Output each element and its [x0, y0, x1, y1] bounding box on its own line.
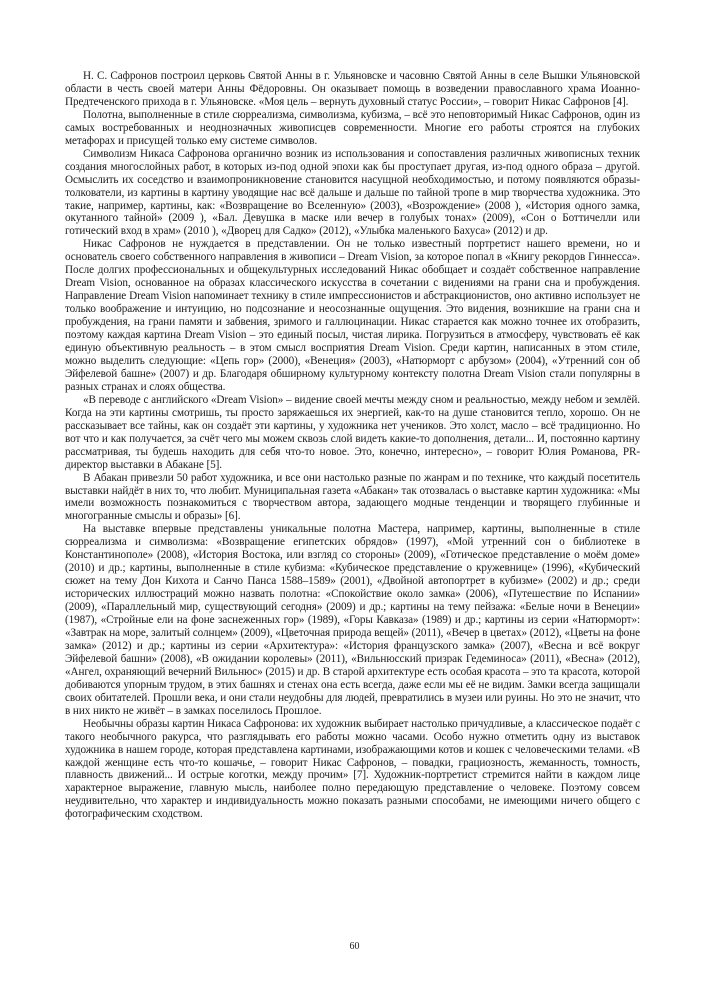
paragraph: Необычны образы картин Никаса Сафронова: их художник выбирает настолько причудливые, а классическое подаёт с такого необычного ракурса, что разглядывать его работы можно часами. Особо нужно отметить одну из выставок художника в нашем городе, которая представлена картинами, изображающими котов и кошек с человеческими телами. «В каждой женщине есть что-то кошачье, – говорит Никас Сафронов, – повадки, грациозность, жеманность, томность, плавность движений... И острые коготки, между прочим» [7]. Художник-портретист стремится найти в каждом лице характерное выражение, главную мысль, наиболее полно передающую представление о человеке. Поэтому совсем неудивительно, что характер и индивидуальность можно показать разными способами, не имеющими ничего общего с фотографическим сходством. [65, 717, 640, 821]
paragraph: Никас Сафронов не нуждается в представлении. Он не только известный портретист нашего времени, но и основатель своего собственного направления в живописи – Dream Vision, за которое попал в «Книгу рекордов Гиннесса». После долгих профессиональных и общекультурных исследований Никас обобщает и создаёт собственное направление Dream Vision, основанное на образах классического искусства в сочетании с видениями на грани сна и пробуждения. Направление Dream Vision напоминает технику в стиле импрессионистов и абстракционистов, оно активно использует не только воображение и интуицию, но подсознание и неосознанные ощущения. Это видения, возникшие на грани сна и пробуждения, на грани памяти и забвения, зримого и галлюцинации. Никас старается как можно точнее их отобразить, поэтому каждая картина Dream Vision – это единый посыл, чистая лирика. Погрузиться в атмосферу, чувствовать её как единую объективную реальность – в этом смысл восприятия Dream Vision. Среди картин, написанных в этом стиле, можно выделить следующие: «Цепь гор» (2000), «Венеция» (2003), «Натюрморт с арбузом» (2004), «Утренний сон об Эйфелевой башне» (2007) и др. Благодаря обширному культурному контексту полотна Dream Vision стали популярны в разных странах и слоях общества. [65, 238, 640, 393]
paragraph: Полотна, выполненные в стиле сюрреализма, символизма, кубизма, – всё это неповторимый Никас Сафронов, один из самых востребованных и неоднозначных живописцев современности. Многие его работы строятся на глубоких метафорах и присущей только ему системе символов. [65, 108, 640, 147]
paragraph: В Абакан привезли 50 работ художника, и все они настолько разные по жанрам и по технике, что каждый посетитель выставки найдёт в них то, что любит. Муниципальная газета «Абакан» так отозвалась о выставке картин художника: «Мы имели возможность познакомиться с творчеством автора, задающего модные тенденции и творящего глубинные и многогранные смыслы и образы» [6]. [65, 471, 640, 523]
paragraph: На выставке впервые представлены уникальные полотна Мастера, например, картины, выполненные в стиле сюрреализма и символизма: «Возвращение египетских обрядов» (1997), «Мой утренний сон о библиотеке в Константинополе» (2008), «История Востока, или взгляд со стороны» (2009), «Готическое представление о моём доме» (2010) и др.; картины, выполненные в стиле кубизма: «Кубическое представление о кружевнице» (1996), «Кубический сюжет на тему Дон Кихота и Санчо Панса 1588–1589» (2001), «Двойной автопортрет в кубизме» (2002) и др.; среди исторических иллюстраций можно назвать полотна: «Спокойствие около замка» (2006), «Путешествие по Испании» (2009), «Параллельный мир, существующий сегодня» (2009) и др.; картины на тему пейзажа: «Белые ночи в Венеции» (1987), «Стройные ели на фоне заснеженных гор» (1989), «Горы Кавказа» (1989) и др.; картины из серии «Натюрморт»: «Завтрак на море, залитый солнцем» (2009), «Цветочная природа вещей» (2011), «Вечер в цветах» (2012), «Цветы на фоне замка» (2012) и др.; картины из серии «Архитектура»: «История французского замка» (2007), «Весна и всё вокруг Эйфелевой башни» (2008), «В ожидании королевы» (2011), «Вильнюсский призрак Гедеминоса» (2011), «Весна» (2012), «Ангел, охраняющий вечерний Вильнюс» (2015) и др. В старой архитектуре есть особая красота – это та красота, которой добиваются упорным трудом, в этих башнях и стенах она есть всегда, даже если мы её не видим. Замки всегда защищали своих обитателей. Прошли века, и они стали неудобны для людей, превратились в музеи или руины. Но это не значит, что в них никто не живёт – в замках поселилось Прошлое. [65, 523, 640, 717]
paragraph: «В переводе с английского «Dream Vision» – видение своей мечты между сном и реальностью, между небом и землёй. Когда на эти картины смотришь, ты просто заряжаешься их энергией, как-то на душе становится тепло, хорошо. Он не рассказывает все тайны, как он создаёт эти картины, у художника нет учеников. Это холст, масло – всё традиционно. Но вот что и как получается, за счёт чего мы можем сквозь слой видеть какие-то дополнения, детали... И, постоянно картину рассматривая, ты будешь находить для себя что-то новое. Это, конечно, интересно», – говорит Юлия Романова, PR-директор выставки в Абакане [5]. [65, 393, 640, 471]
paragraph: Н. С. Сафронов построил церковь Святой Анны в г. Ульяновске и часовню Святой Анны в селе Вышки Ульяновской области в честь своей матери Анны Фёдоровны. Он оказывает помощь в возведении православного храма Иоанно-Предтеченского прихода в г. Ульяновске. «Моя цель – вернуть духовный статус России», – говорит Никас Сафронов [4]. [65, 70, 640, 108]
body-text [65, 70, 640, 821]
paragraph: Символизм Никаса Сафронова органично возник из использования и сопоставления различных живописных техник создания многослойных работ, в которых из-под одной эпохи как бы проступает другая, из-под одного образа – другой. Осмыслить их соседство и взаимопроникновение становится насущной необходимостью, и потому появляются образы-толкователи, из картины в картину уводящие нас всё дальше и дальше по тайной тропе в мир творчества художника. Это такие, например, картины, как: «Возвращение во Вселенную» (2003), «Возрождение» (2008 ), «История одного замка, окутанного тайной» (2009 ), «Бал. Девушка в маске или вечер в голубых тонах» (2009), «Сон о Боттичелли или готический вход в храм» (2010 ), «Дворец для Садко» (2012), «Улыбка маленького Бахуса» (2012) и др. [65, 147, 640, 238]
page-number: 60 [349, 941, 360, 952]
